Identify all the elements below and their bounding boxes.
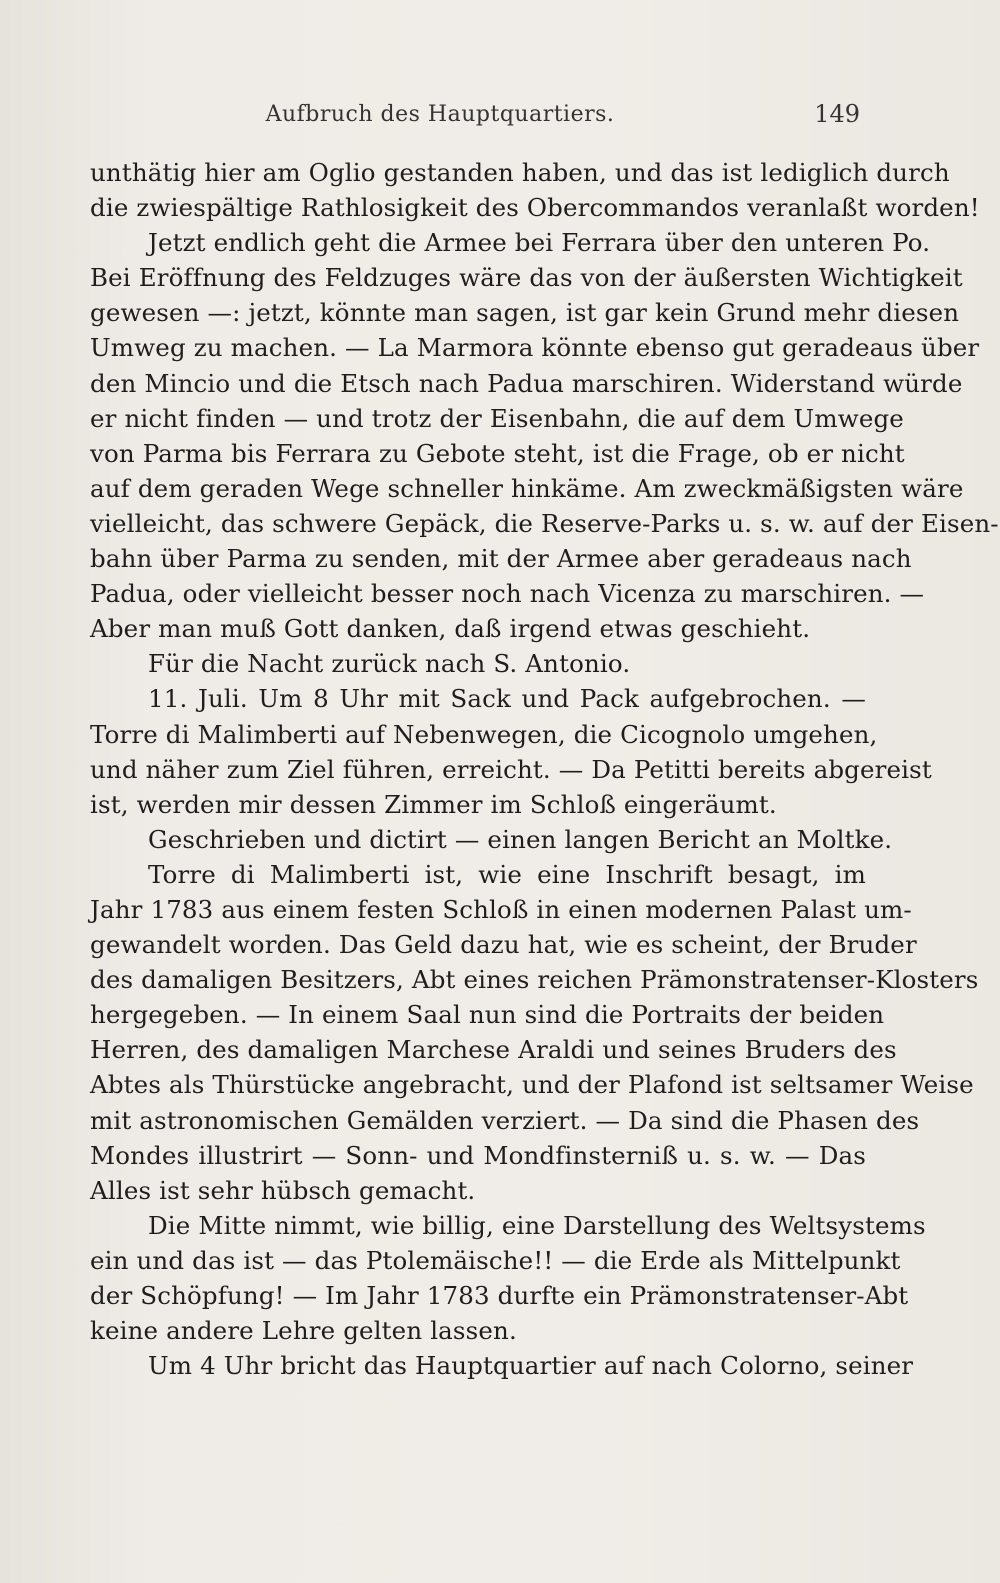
text-line: Umweg zu machen. — La Marmora könnte ebenso gut geradeaus über	[90, 333, 980, 363]
text-line: und näher zum Ziel führen, erreicht. — Da Petitti bereits abgereist	[90, 754, 932, 784]
text-line: bahn über Parma zu senden, mit der Armee aber geradeaus nach	[90, 544, 912, 574]
body-text	[90, 155, 999, 1383]
text-line: Torre di Malimberti auf Nebenwegen, die Cicognolo umgehen,	[90, 719, 878, 749]
text-line: Bei Eröffnung des Feldzuges wäre das von der äußersten Wichtigkeit	[90, 263, 963, 293]
text-line: Die Mitte nimmt, wie billig, eine Darstellung des Weltsystems	[148, 1210, 926, 1240]
text-line: Jetzt endlich geht die Armee bei Ferrara über den unteren Po.	[148, 228, 931, 258]
text-line: mit astronomischen Gemälden verziert. — Da sind die Phasen des	[90, 1105, 920, 1135]
page-number: 149	[814, 100, 860, 128]
text-line: Mondes illustrirt — Sonn- und Mondfinsterniß u. s. w. — Das	[90, 1140, 866, 1170]
text-line: Um 4 Uhr bricht das Hauptquartier auf nach Colorno, seiner	[148, 1351, 914, 1381]
text-line: Torre di Malimberti ist, wie eine Inschrift besagt, im	[148, 859, 866, 889]
text-line: vielleicht, das schwere Gepäck, die Reserve-Parks u. s. w. auf der Eisen-	[90, 508, 999, 538]
text-line: 11. Juli. Um 8 Uhr mit Sack und Pack aufgebrochen. —	[148, 684, 866, 714]
text-line: Geschrieben und dictirt — einen langen Bericht an Moltke.	[148, 824, 893, 854]
text-line: die zwiespältige Rathlosigkeit des Obercommandos veranlaßt worden!	[90, 193, 980, 223]
text-line: hergegeben. — In einem Saal nun sind die Portraits der beiden	[90, 1000, 885, 1030]
text-line: unthätig hier am Oglio gestanden haben, und das ist lediglich durch	[90, 158, 950, 187]
text-line: Alles ist sehr hübsch gemacht.	[90, 1175, 476, 1205]
text-line: Abtes als Thürstücke angebracht, und der Plafond ist seltsamer Weise	[90, 1070, 974, 1100]
text-line: Jahr 1783 aus einem festen Schloß in einen modernen Palast um-	[90, 894, 912, 924]
text-line: ist, werden mir dessen Zimmer im Schloß eingeräumt.	[90, 789, 777, 819]
text-line: der Schöpfung! — Im Jahr 1783 durfte ein Prämonstratenser-Abt	[90, 1281, 909, 1310]
text-line: Herren, des damaligen Marchese Araldi und seines Bruders des	[90, 1035, 897, 1065]
running-head	[90, 98, 860, 138]
text-line: gewandelt worden. Das Geld dazu hat, wie es scheint, der Bruder	[90, 930, 917, 960]
text-line: Für die Nacht zurück nach S. Antonio.	[148, 649, 631, 679]
text-line: ein und das ist — das Ptolemäische!! — die Erde als Mittelpunkt	[90, 1245, 901, 1275]
text-line: auf dem geraden Wege schneller hinkäme. Am zweckmäßigsten wäre	[90, 473, 964, 503]
running-title: Aufbruch des Hauptquartiers.	[265, 102, 615, 127]
text-line: Aber man muß Gott danken, daß irgend etwas geschieht.	[90, 614, 811, 644]
text-line: keine andere Lehre gelten lassen.	[90, 1316, 517, 1346]
text-line: den Mincio und die Etsch nach Padua marschiren. Widerstand würde	[90, 368, 963, 398]
text-line: von Parma bis Ferrara zu Gebote steht, ist die Frage, ob er nicht	[90, 438, 905, 468]
text-line: gewesen —: jetzt, könnte man sagen, ist gar kein Grund mehr diesen	[90, 298, 960, 328]
text-line: des damaligen Besitzers, Abt eines reichen Prämonstratenser-Klosters	[90, 965, 979, 995]
text-line: Padua, oder vielleicht besser noch nach Vicenza zu marschiren. —	[90, 579, 925, 609]
text-line: er nicht finden — und trotz der Eisenbahn, die auf dem Umwege	[90, 403, 904, 433]
